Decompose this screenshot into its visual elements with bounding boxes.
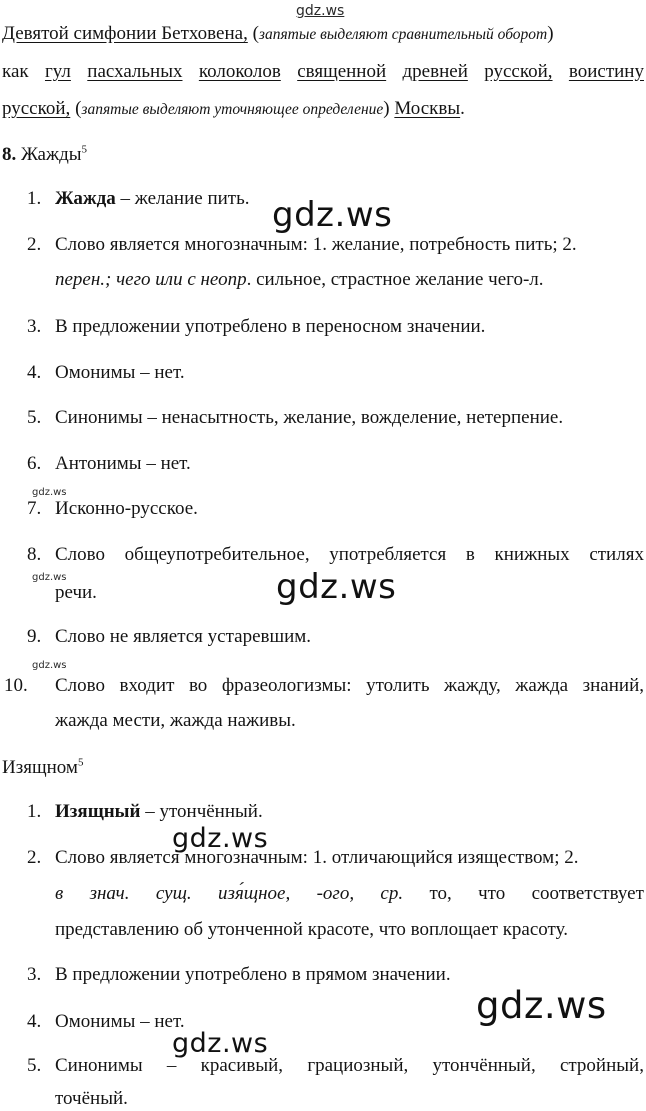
intro-word: русской, bbox=[484, 61, 553, 82]
list-item-continuation bbox=[55, 268, 544, 292]
intro-paren-close: ) bbox=[547, 23, 554, 44]
list-item bbox=[27, 963, 451, 987]
item-text: Слово не является устаревшим. bbox=[55, 626, 312, 647]
item-number: 8. bbox=[27, 544, 42, 565]
item-number: 7. bbox=[27, 498, 42, 519]
intro-line-1 bbox=[2, 22, 644, 47]
item-text: представлению об утонченной красоте, что воплощает красоту. bbox=[55, 919, 568, 940]
item-text: Синонимы – красивый, грациозный, утончённый, стройный, bbox=[55, 1055, 644, 1076]
list-item bbox=[27, 800, 263, 824]
intro-paren-open: ( bbox=[252, 23, 259, 44]
intro-line-2 bbox=[2, 60, 644, 84]
item-number: 10. bbox=[4, 675, 28, 696]
intro-word-moskvy: Москвы bbox=[394, 98, 461, 119]
item-text: Слово общеупотребительное, употребляется в книжных стилях bbox=[55, 544, 644, 565]
list-item bbox=[4, 674, 644, 698]
item-text: – желание пить. bbox=[115, 188, 250, 209]
item-number: 5. bbox=[27, 407, 42, 428]
list-item bbox=[27, 406, 563, 430]
item-text: . сильное, страстное желание чего-л. bbox=[246, 269, 544, 290]
list-item-continuation bbox=[55, 709, 296, 733]
section-izyashchnom-sup: 5 bbox=[77, 756, 84, 769]
intro-word: гул bbox=[44, 61, 71, 82]
section-8-sup: 5 bbox=[81, 143, 88, 156]
intro-phrase-1: Девятой симфонии Бетховена, bbox=[2, 23, 248, 44]
list-item bbox=[27, 1010, 185, 1034]
intro-paren-open: ( bbox=[70, 98, 82, 119]
watermark-medium: gdz.ws bbox=[172, 1028, 269, 1059]
item-text: – утончённый. bbox=[140, 801, 263, 822]
item-text: В предложении употреблено в прямом значении. bbox=[55, 964, 451, 985]
item-text: Слово является многозначным: 1. желание, потребность пить; 2. bbox=[55, 234, 577, 255]
item-text: Антонимы – нет. bbox=[55, 453, 191, 474]
item-number: 5. bbox=[27, 1055, 42, 1076]
item-text: Омонимы – нет. bbox=[55, 1011, 185, 1032]
item-text: Исконно-русское. bbox=[55, 498, 198, 519]
list-item bbox=[27, 497, 198, 521]
section-8-number: 8. bbox=[2, 144, 17, 165]
item-text: Слово входит во фразеологизмы: утолить жажду, жажда знаний, bbox=[55, 675, 644, 696]
item-number: 1. bbox=[27, 801, 42, 822]
item-italic: перен.; чего или с неопр bbox=[55, 269, 247, 290]
item-text: Омонимы – нет. bbox=[55, 362, 185, 383]
list-item bbox=[27, 361, 185, 385]
item-text: В предложении употреблено в переносном значении. bbox=[55, 316, 486, 337]
intro-paren-close: ) bbox=[383, 98, 395, 119]
list-item-continuation bbox=[55, 581, 97, 605]
intro-phrase-3: русской, bbox=[2, 98, 71, 119]
item-number: 1. bbox=[27, 188, 42, 209]
list-item bbox=[27, 315, 485, 339]
item-text: Синонимы – ненасытность, желание, вожделение, нетерпение. bbox=[55, 407, 564, 428]
intro-word: воистину bbox=[568, 61, 644, 82]
watermark-small: gdz.ws bbox=[32, 572, 67, 583]
list-item-continuation bbox=[55, 918, 568, 942]
list-item-continuation: в знач. сущ. изя́щное, -ого, ср. то, что соответствует bbox=[55, 883, 644, 904]
item-number: 2. bbox=[27, 234, 42, 255]
list-item bbox=[27, 1054, 644, 1078]
item-text: жажда мести, жажда наживы. bbox=[55, 710, 296, 731]
list-item bbox=[27, 846, 578, 870]
list-item bbox=[27, 233, 577, 257]
intro-word: пасхальных bbox=[87, 61, 183, 82]
intro-note-1: запятые выделяют сравнительный оборот bbox=[258, 26, 548, 43]
item-number: 9. bbox=[27, 626, 42, 647]
item-number: 6. bbox=[27, 453, 42, 474]
intro-period: . bbox=[460, 98, 465, 119]
intro-word: древней bbox=[402, 61, 468, 82]
item-number: 4. bbox=[27, 1011, 42, 1032]
intro-word: как bbox=[2, 61, 29, 82]
list-item bbox=[27, 625, 311, 649]
item-term: Жажда bbox=[55, 188, 116, 209]
item-number: 2. bbox=[27, 847, 42, 868]
intro-word: колоколов bbox=[198, 61, 281, 82]
watermark-small: gdz.ws bbox=[32, 660, 67, 671]
item-term: Изящный bbox=[55, 801, 141, 822]
list-item bbox=[27, 543, 644, 567]
section-izyashchnom-header bbox=[2, 756, 83, 780]
watermark-top: gdz.ws bbox=[296, 3, 345, 19]
watermark-large: gdz.ws bbox=[272, 195, 393, 235]
item-number: 4. bbox=[27, 362, 42, 383]
watermark-large: gdz.ws bbox=[276, 567, 397, 607]
intro-line-3 bbox=[2, 97, 644, 122]
item-text: речи. bbox=[55, 582, 97, 603]
intro-word: священной bbox=[297, 61, 387, 82]
section-izyashchnom-word: Изящном bbox=[2, 757, 78, 778]
watermark-medium: gdz.ws bbox=[172, 823, 269, 854]
item-number: 3. bbox=[27, 964, 42, 985]
item-text: точёный. bbox=[55, 1088, 128, 1109]
intro-note-2: запятые выделяют уточняющее определение bbox=[81, 101, 384, 118]
item-number: 3. bbox=[27, 316, 42, 337]
item-text: Слово является многозначным: 1. отличающийся изяществом; 2. bbox=[55, 847, 579, 868]
list-item bbox=[27, 187, 250, 211]
watermark-small: gdz.ws bbox=[32, 487, 67, 498]
watermark-large: gdz.ws bbox=[476, 984, 607, 1027]
section-8-header bbox=[2, 143, 87, 167]
list-item bbox=[27, 452, 191, 476]
section-8-word: Жажды bbox=[21, 144, 82, 165]
list-item-continuation bbox=[55, 1087, 128, 1111]
